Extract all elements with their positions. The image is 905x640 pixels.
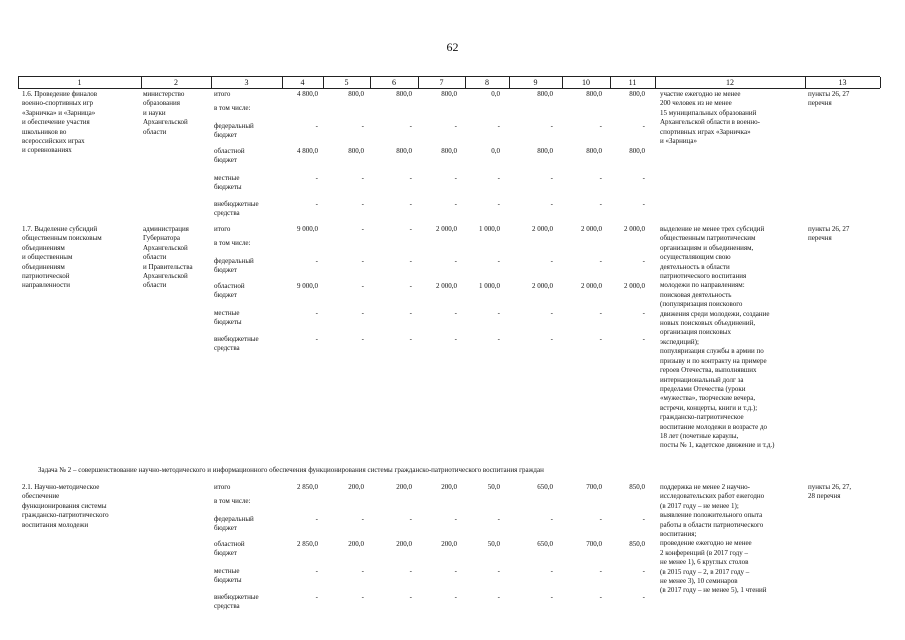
funding-value: 2 000,0 xyxy=(532,225,553,233)
header-divider xyxy=(880,77,881,88)
funding-value: - xyxy=(550,200,553,208)
funding-value: - xyxy=(361,567,364,575)
funding-value: - xyxy=(550,515,553,523)
funding-value: - xyxy=(409,200,412,208)
funding-value: - xyxy=(361,225,364,233)
funding-value: - xyxy=(409,593,412,601)
funding-value: 800,0 xyxy=(537,90,553,98)
funding-value: - xyxy=(599,515,602,523)
funding-value: - xyxy=(454,335,457,343)
funding-value: 200,0 xyxy=(441,540,457,548)
header-divider xyxy=(509,77,510,88)
funding-value: - xyxy=(361,257,364,265)
funding-value: - xyxy=(599,200,602,208)
funding-value: - xyxy=(454,515,457,523)
header-cell: 4 xyxy=(300,78,305,87)
funding-value: 50,0 xyxy=(487,540,500,548)
header-divider xyxy=(18,77,19,88)
funding-value: 200,0 xyxy=(441,483,457,491)
header-divider xyxy=(370,77,371,88)
funding-source-label: областной бюджет xyxy=(214,147,245,165)
funding-value: 2 000,0 xyxy=(436,282,457,290)
header-cell: 2 xyxy=(174,78,178,87)
funding-value: - xyxy=(361,593,364,601)
header-cell: 3 xyxy=(244,78,249,87)
header-cell: 10 xyxy=(582,78,590,87)
table-header-row xyxy=(18,76,880,89)
funding-value: - xyxy=(642,309,645,317)
header-divider xyxy=(562,77,563,88)
funding-value: 4 800,0 xyxy=(297,90,318,98)
header-divider xyxy=(610,77,611,88)
funding-value: - xyxy=(550,257,553,265)
funding-value: - xyxy=(599,335,602,343)
header-divider xyxy=(465,77,466,88)
funding-value: 800,0 xyxy=(537,147,553,155)
funding-value: 800,0 xyxy=(586,147,602,155)
funding-value: - xyxy=(599,567,602,575)
funding-value: - xyxy=(361,515,364,523)
funding-value: 1 000,0 xyxy=(479,282,500,290)
header-divider xyxy=(211,77,212,88)
funding-value: - xyxy=(315,593,318,601)
funding-value: 2 000,0 xyxy=(581,225,602,233)
funding-value: - xyxy=(599,174,602,182)
activity-name: 1.6. Проведение финалов военно-спортивных игр «Зарничка» и «Зарница» и обеспечение участия школьников во всероссийских играх и соревнованиях xyxy=(22,90,98,155)
executor: администрация Губернатора Архангельской области и Правительства Архангельской области xyxy=(143,225,193,290)
funding-value: - xyxy=(454,122,457,130)
funding-value: 50,0 xyxy=(487,483,500,491)
funding-value: - xyxy=(409,174,412,182)
funding-source-label: в том числе: xyxy=(214,104,251,112)
funding-value: - xyxy=(361,282,364,290)
funding-value: - xyxy=(361,122,364,130)
executor: министерство образования и науки Архангельской области xyxy=(143,90,188,136)
activity-name: 1.7. Выделение субсидий общественным поисковым объединениям и общественным объединениям патриотической направленности xyxy=(22,225,102,290)
funding-source-label: федеральный бюджет xyxy=(214,257,254,275)
funding-value: - xyxy=(315,515,318,523)
funding-value: - xyxy=(454,257,457,265)
funding-value: 2 000,0 xyxy=(532,282,553,290)
funding-value: - xyxy=(409,225,412,233)
funding-value: - xyxy=(550,309,553,317)
funding-source-label: в том числе: xyxy=(214,239,251,247)
funding-source-label: внебюджетные средства xyxy=(214,335,259,353)
header-cell: 6 xyxy=(392,78,396,87)
funding-value: 700,0 xyxy=(586,483,602,491)
funding-value: 9 000,0 xyxy=(297,282,318,290)
funding-value: - xyxy=(642,174,645,182)
funding-value: 850,0 xyxy=(629,540,645,548)
funding-source-label: внебюджетные средства xyxy=(214,200,259,218)
funding-source-label: федеральный бюджет xyxy=(214,122,254,140)
funding-value: 800,0 xyxy=(396,147,412,155)
funding-value: - xyxy=(409,335,412,343)
header-divider xyxy=(141,77,142,88)
funding-value: - xyxy=(497,122,500,130)
funding-value: - xyxy=(642,200,645,208)
activity-name: 2.1. Научно-методическое обеспечение функционирования системы гражданско-патриотического воспитания молодежи xyxy=(22,483,109,529)
page-number: 62 xyxy=(446,40,459,54)
funding-value: - xyxy=(550,567,553,575)
funding-value: - xyxy=(497,174,500,182)
funding-value: 0,0 xyxy=(491,90,500,98)
funding-source-label: внебюджетные средства xyxy=(214,593,259,611)
funding-value: 800,0 xyxy=(629,147,645,155)
task-title: Задача № 2 – совершенствование научно-методического и информационного обеспечения функционирования системы гражданско-патриотического воспитания граждан xyxy=(38,466,544,474)
header-cell: 13 xyxy=(838,78,847,87)
funding-value: 200,0 xyxy=(348,540,364,548)
funding-value: - xyxy=(361,200,364,208)
funding-value: - xyxy=(315,309,318,317)
funding-value: 2 000,0 xyxy=(624,282,645,290)
funding-value: 800,0 xyxy=(348,147,364,155)
funding-value: - xyxy=(361,309,364,317)
funding-value: - xyxy=(599,593,602,601)
funding-value: - xyxy=(599,257,602,265)
header-cell: 12 xyxy=(726,78,734,87)
funding-source-label: итого xyxy=(214,483,231,491)
funding-value: - xyxy=(454,309,457,317)
funding-value: - xyxy=(642,257,645,265)
funding-source-label: в том числе: xyxy=(214,497,251,505)
funding-value: - xyxy=(642,122,645,130)
funding-value: - xyxy=(497,335,500,343)
funding-value: 200,0 xyxy=(396,483,412,491)
funding-value: 4 800,0 xyxy=(297,147,318,155)
funding-value: - xyxy=(409,282,412,290)
funding-value: 800,0 xyxy=(348,90,364,98)
funding-value: - xyxy=(361,335,364,343)
expected-result: выделение не менее трех субсидий общественным патриотическим организациям и объединениям, осуществляющим свою деятельность в области патриотического воспитания молодежи по направлениям: поисковая деятельность (популяризация поискового движения среди молодежи, создание новых поисковых объединений, организация поисковых экспедиций); популяризация службы в армии по призыву и по контракту на примере героев Отечества, выполнявших интернациональный долг за пределами Отечества (уроки «мужества», творческие вечера, встречи, концерты, книги и т.д.); гражданско-патриотическое воспитание молодежи в возрасте до 18 лет (почетные караулы, посты № 1, кадетское движение и т.д.) xyxy=(660,225,775,450)
reference: пункты 26, 27 перечня xyxy=(808,90,850,108)
funding-value: - xyxy=(497,257,500,265)
funding-value: - xyxy=(497,200,500,208)
funding-source-label: итого xyxy=(214,225,231,233)
reference: пункты 26, 27, 28 перечня xyxy=(808,483,852,501)
header-divider xyxy=(282,77,283,88)
funding-value: - xyxy=(409,122,412,130)
funding-value: - xyxy=(409,515,412,523)
funding-value: - xyxy=(497,567,500,575)
funding-value: - xyxy=(550,335,553,343)
header-cell: 11 xyxy=(628,78,637,87)
funding-value: - xyxy=(315,257,318,265)
funding-value: - xyxy=(409,309,412,317)
funding-value: - xyxy=(454,593,457,601)
funding-value: - xyxy=(454,174,457,182)
funding-value: - xyxy=(409,257,412,265)
funding-value: 650,0 xyxy=(537,483,553,491)
funding-value: - xyxy=(642,515,645,523)
funding-value: - xyxy=(550,593,553,601)
funding-value: 200,0 xyxy=(396,540,412,548)
funding-source-label: итого xyxy=(214,90,231,98)
funding-source-label: местные бюджеты xyxy=(214,174,242,192)
funding-value: 2 000,0 xyxy=(581,282,602,290)
header-cell: 9 xyxy=(533,78,538,87)
funding-value: 2 850,0 xyxy=(297,483,318,491)
funding-value: 9 000,0 xyxy=(297,225,318,233)
funding-value: 800,0 xyxy=(396,90,412,98)
funding-value: 0,0 xyxy=(491,147,500,155)
funding-value: - xyxy=(599,122,602,130)
funding-value: - xyxy=(642,567,645,575)
header-cell: 1 xyxy=(77,78,82,87)
funding-source-label: областной бюджет xyxy=(214,282,245,300)
header-divider xyxy=(805,77,806,88)
funding-source-label: местные бюджеты xyxy=(214,567,242,585)
funding-value: 650,0 xyxy=(537,540,553,548)
funding-value: - xyxy=(454,567,457,575)
funding-value: - xyxy=(497,515,500,523)
funding-value: 800,0 xyxy=(586,90,602,98)
funding-value: - xyxy=(497,593,500,601)
expected-result: поддержка не менее 2 научно- исследовательских работ ежегодно (в 2017 году – не менее 1); выявление положительного опыта работы в области патриотического воспитания; проведение ежегодно не менее 2 конференций (в 2017 году – не менее 1), 6 круглых столов (в 2015 году – 2, в 2017 году – не менее 3), 10 семинаров (в 2017 году – не менее 5), 1 чтений xyxy=(660,483,767,595)
funding-value: 700,0 xyxy=(586,540,602,548)
funding-value: 800,0 xyxy=(441,147,457,155)
header-cell: 5 xyxy=(344,78,349,87)
header-divider xyxy=(418,77,419,88)
funding-source-label: областной бюджет xyxy=(214,540,245,558)
funding-value: - xyxy=(315,335,318,343)
funding-value: 800,0 xyxy=(441,90,457,98)
funding-value: 800,0 xyxy=(629,90,645,98)
funding-value: - xyxy=(599,309,602,317)
funding-value: - xyxy=(315,174,318,182)
funding-value: - xyxy=(454,200,457,208)
funding-value: - xyxy=(642,593,645,601)
funding-value: - xyxy=(315,122,318,130)
funding-value: 2 000,0 xyxy=(436,225,457,233)
funding-value: 1 000,0 xyxy=(479,225,500,233)
funding-source-label: федеральный бюджет xyxy=(214,515,254,533)
funding-value: - xyxy=(409,567,412,575)
header-divider xyxy=(655,77,656,88)
header-cell: 7 xyxy=(439,78,444,87)
reference: пункты 26, 27 перечня xyxy=(808,225,850,243)
funding-value: - xyxy=(497,309,500,317)
funding-value: 2 850,0 xyxy=(297,540,318,548)
header-divider xyxy=(323,77,324,88)
header-cell: 8 xyxy=(485,78,489,87)
funding-source-label: местные бюджеты xyxy=(214,309,242,327)
funding-value: - xyxy=(361,174,364,182)
funding-value: - xyxy=(315,567,318,575)
funding-value: - xyxy=(550,122,553,130)
funding-value: 2 000,0 xyxy=(624,225,645,233)
funding-value: - xyxy=(550,174,553,182)
funding-value: 200,0 xyxy=(348,483,364,491)
expected-result: участие ежегодно не менее 200 человек из не менее 15 муниципальных образований Архангельской области в военно- спортивных играх «Зарничка» и «Зарница» xyxy=(660,90,761,146)
funding-value: 850,0 xyxy=(629,483,645,491)
funding-value: - xyxy=(642,335,645,343)
funding-value: - xyxy=(315,200,318,208)
